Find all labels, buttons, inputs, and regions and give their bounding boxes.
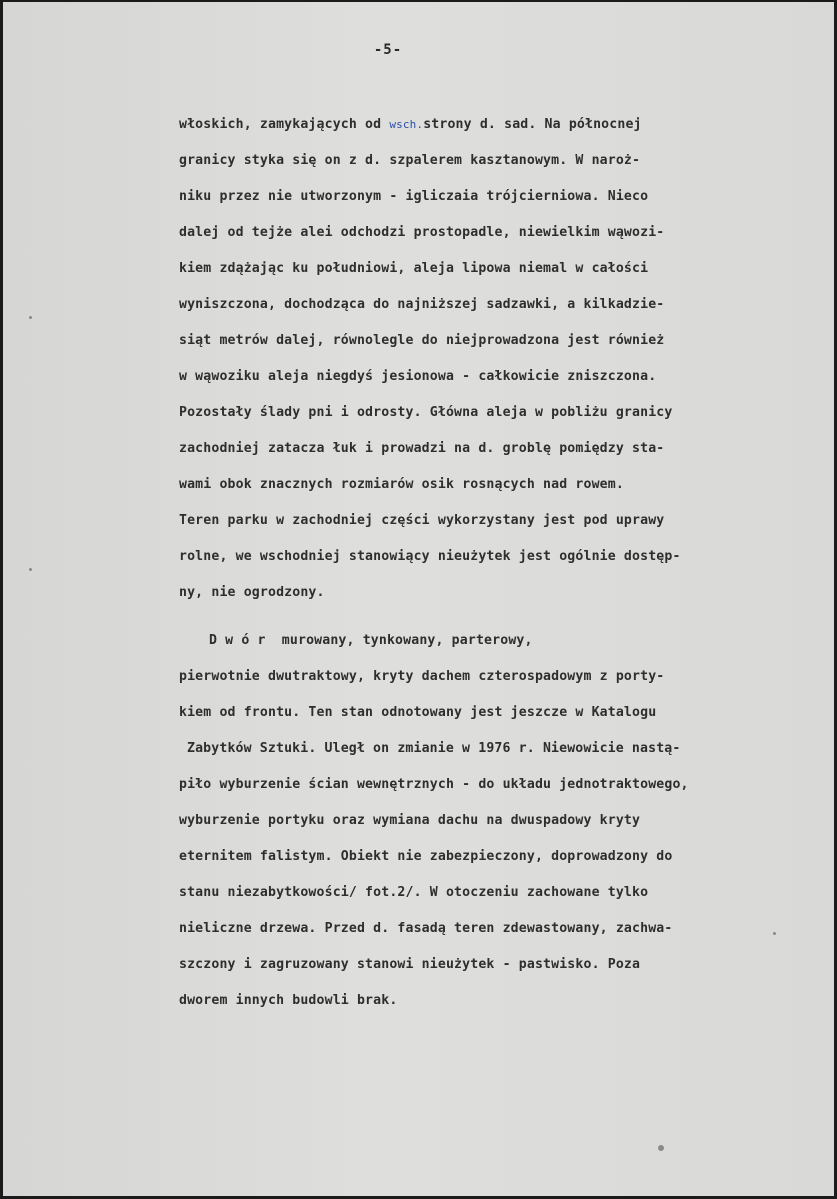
text-line-13: rolne, we wschodniej stanowiący nieużytek jest ogólnie dostęp- xyxy=(179,549,681,564)
text-line-15: D w ó r murowany, tynkowany, parterowy, xyxy=(209,633,533,648)
page-number: -5- xyxy=(373,42,403,58)
text-line-1-end: strony d. sad. Na północnej xyxy=(423,117,642,132)
text-line-10: zachodniej zatacza łuk i prowadzi na d. groblę pomiędzy sta- xyxy=(179,441,665,456)
text-line-9: Pozostały ślady pni i odrosty. Główna aleja w pobliżu granicy xyxy=(179,405,673,420)
text-line-12: Teren parku w zachodniej części wykorzystany jest pod uprawy xyxy=(179,513,665,528)
paper-speck xyxy=(658,1145,664,1151)
text-line-17: kiem od frontu. Ten stan odnotowany jest jeszcze w Katalogu xyxy=(179,705,657,720)
text-line-21: eternitem falistym. Obiekt nie zabezpieczony, doprowadzony do xyxy=(179,849,673,864)
document-page xyxy=(3,2,834,1196)
handwritten-insertion: wsch. xyxy=(389,118,424,131)
text-line-14: ny, nie ogrodzony. xyxy=(179,585,325,600)
text-line-11: wami obok znacznych rozmiarów osik rosnących nad rowem. xyxy=(179,477,624,492)
text-line-4: dalej od tejże alei odchodzi prostopadle, niewielkim wąwozi- xyxy=(179,225,665,240)
text-line-7: siąt metrów dalej, równolegle do niejprowadzona jest również xyxy=(179,333,665,348)
text-line-24: szczony i zagruzowany stanowi nieużytek - pastwisko. Poza xyxy=(179,957,641,972)
paper-speck xyxy=(773,932,776,935)
text-line-19: piło wyburzenie ścian wewnętrznych - do układu jednotraktowego, xyxy=(179,777,689,792)
text-line-25: dworem innych budowli brak. xyxy=(179,993,398,1008)
text-line-22: stanu niezabytkowości/ fot.2/. W otoczeniu zachowane tylko xyxy=(179,885,649,900)
paper-speck xyxy=(29,568,32,571)
text-line-23: nieliczne drzewa. Przed d. fasadą teren zdewastowany, zachwa- xyxy=(179,921,673,936)
text-line-5: kiem zdążając ku południowi, aleja lipowa niemal w całości xyxy=(179,261,649,276)
text-line-3: niku przez nie utworzonym - igliczaia trójcierniowa. Nieco xyxy=(179,189,649,204)
text-line-1-start: włoskich, zamykających od xyxy=(179,117,390,132)
paper-speck xyxy=(29,316,32,319)
text-line-20: wyburzenie portyku oraz wymiana dachu na dwuspadowy kryty xyxy=(179,813,641,828)
text-line-16: pierwotnie dwutraktowy, kryty dachem czterospadowym z porty- xyxy=(179,669,665,684)
text-line-1 xyxy=(179,116,642,134)
text-line-2: granicy styka się on z d. szpalerem kasztanowym. W naroż- xyxy=(179,153,641,168)
text-line-18: Zabytków Sztuki. Uległ on zmianie w 1976 r. Niewowicie nastą- xyxy=(187,741,681,756)
text-line-8: w wąwoziku aleja niegdyś jesionowa - całkowicie zniszczona. xyxy=(179,369,657,384)
text-line-6: wyniszczona, dochodząca do najniższej sadzawki, a kilkadzie- xyxy=(179,297,665,312)
